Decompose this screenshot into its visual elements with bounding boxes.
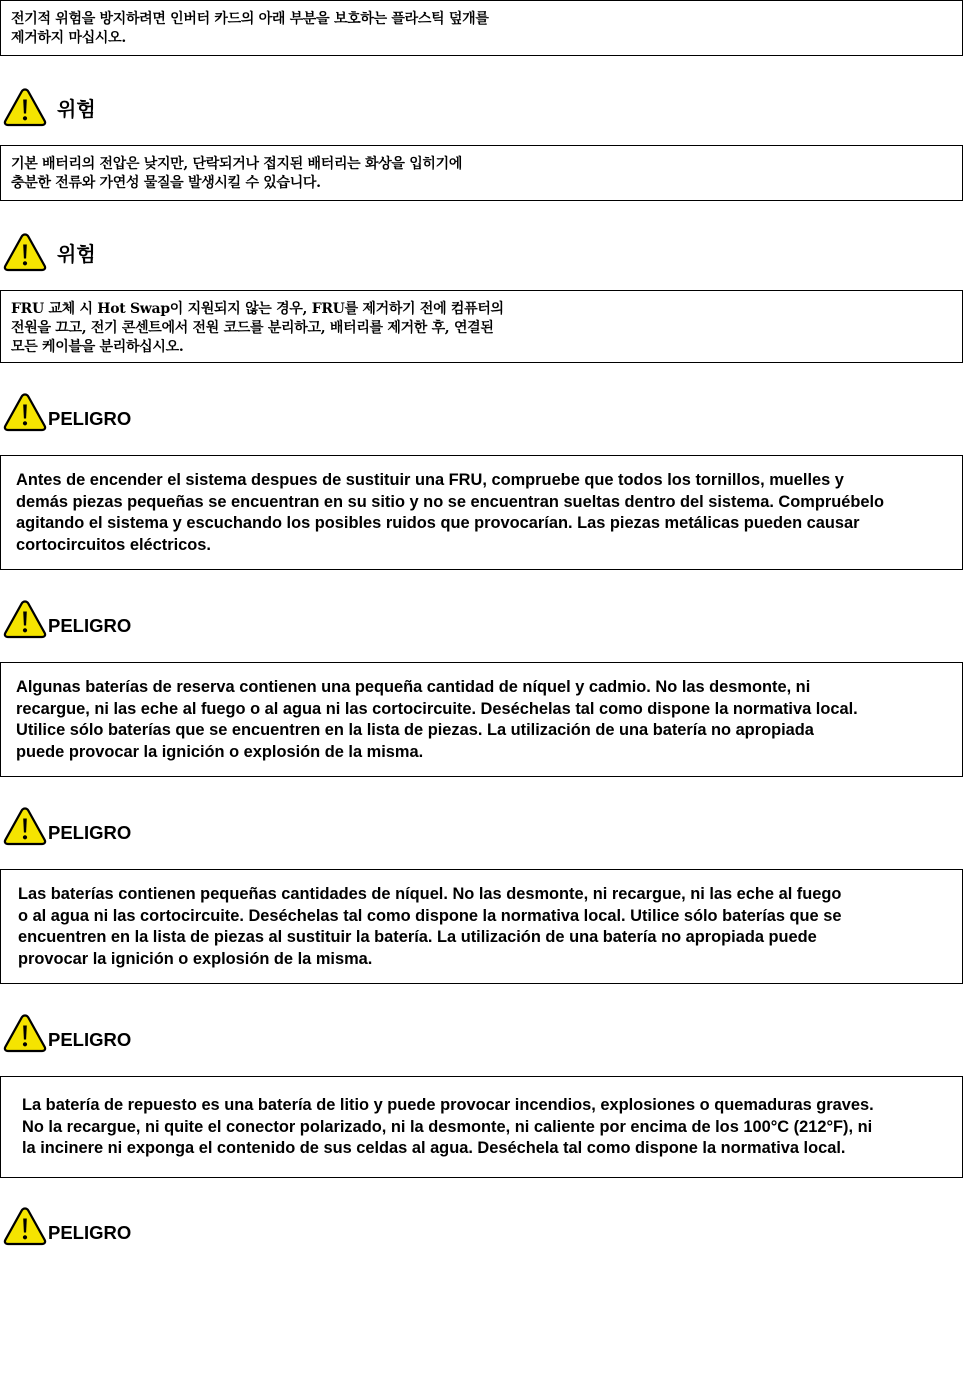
warning-triangle-icon — [3, 232, 47, 272]
notice-box — [0, 0, 963, 56]
warning-triangle-icon — [3, 392, 47, 432]
warning-triangle-icon — [3, 87, 47, 127]
notice-box — [0, 455, 963, 570]
warning-heading — [3, 232, 96, 272]
notice-box — [0, 662, 963, 777]
notice-text: 기본 배터리의 전압은 낮지만, 단락되거나 접지된 배터리는 화상을 입히기에 충분한 전류와 가연성 물질을 발생시킬 수 있습니다. — [11, 156, 463, 191]
warning-heading — [3, 1206, 131, 1246]
warning-heading — [3, 806, 131, 846]
warning-triangle-icon — [3, 1013, 47, 1053]
warning-label: PELIGRO — [48, 615, 132, 636]
warning-heading — [3, 87, 96, 127]
notice-box — [0, 869, 963, 984]
warning-heading — [3, 599, 131, 639]
warning-triangle-icon — [3, 1206, 47, 1246]
notice-box — [0, 145, 963, 201]
notice-text: Las baterías contienen pequeñas cantidades de níquel. No las desmonte, ni recargue, ni las eche al fuego o al agua ni las cortocircuite. Deséchelas tal como dispone la normativa local. Utilice sólo baterías que se encuentren en la lista de piezas al sustituir la batería. La utilización de una batería no apropiada puede provocar la ignición o explosión de la misma. — [18, 885, 842, 968]
warning-label: 위험 — [57, 241, 96, 266]
warning-label: PELIGRO — [48, 822, 132, 843]
warning-heading — [3, 392, 131, 432]
notice-text: FRU 교체 시 Hot Swap이 지원되지 않는 경우, FRU를 제거하기 전에 컴퓨터의 전원을 끄고, 전기 콘센트에서 전원 코드를 분리하고, 배터리를 제거한 후, 연결된 모든 케이블을 분리하십시오. — [11, 301, 504, 355]
notice-text: 전기적 위험을 방지하려면 인버터 카드의 아래 부분을 보호하는 플라스틱 덮개를 제거하지 마십시오. — [11, 11, 489, 46]
warning-heading — [3, 1013, 131, 1053]
notice-text: La batería de repuesto es una batería de litio y puede provocar incendios, explosiones o quemaduras graves. No la recargue, ni quite el conector polarizado, ni la desmonte, ni caliente por encima de los 100°C (212°F), ni la incinere ni exponga el contenido de sus celdas al agua. Deséchela tal como dispone la normativa local. — [22, 1096, 874, 1157]
warning-triangle-icon — [3, 806, 47, 846]
notice-text: Antes de encender el sistema despues de sustituir una FRU, compruebe que todos los tornillos, muelles y demás piezas pequeñas se encuentran en su sitio y no se encuentran sueltas dentro del sistema. Compruébelo agitando el sistema y escuchando los posibles ruidos que provocarían. Las piezas metálicas pueden causar cortocircuitos eléctricos. — [16, 471, 885, 554]
warning-label: PELIGRO — [48, 408, 132, 429]
notice-box — [0, 290, 963, 363]
notice-box — [0, 1076, 963, 1178]
notice-text: Algunas baterías de reserva contienen una pequeña cantidad de níquel y cadmio. No las desmonte, ni recargue, ni las eche al fuego o al agua ni las cortocircuite. Deséchelas tal como dispone la normativa local. Utilice sólo baterías que se encuentren en la lista de piezas. La utilización de una batería no apropiada puede provocar la ignición o explosión de la misma. — [16, 678, 858, 761]
warning-label: PELIGRO — [48, 1222, 132, 1243]
warning-triangle-icon — [3, 599, 47, 639]
warning-label: 위험 — [57, 96, 96, 121]
warning-label: PELIGRO — [48, 1029, 132, 1050]
